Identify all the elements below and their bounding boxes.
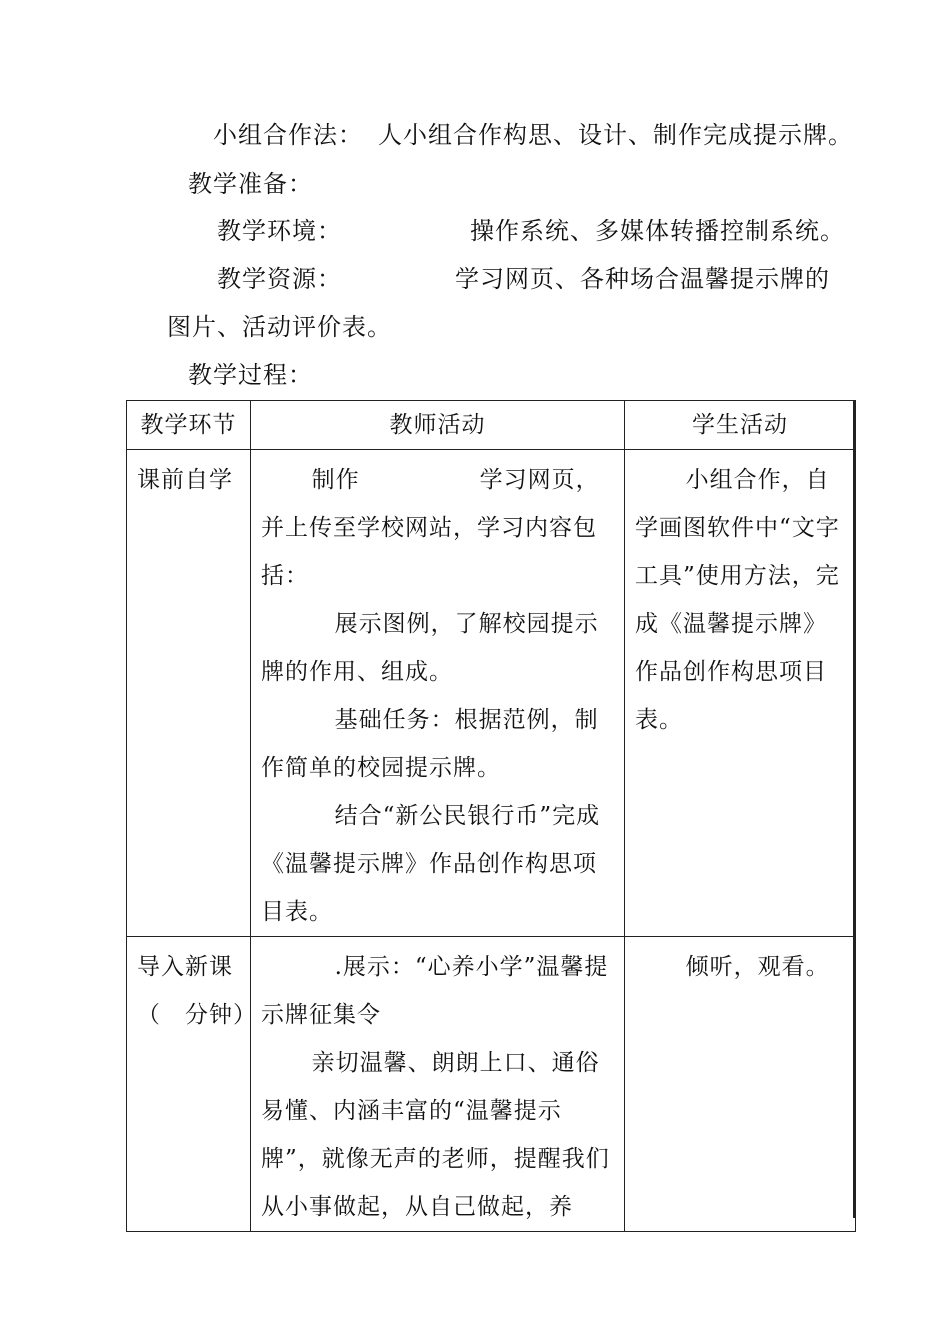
stage-text: 导入新课（ 分钟） xyxy=(137,954,257,1028)
group-method-text: 人小组合作构思、设计、制作完成提示牌。 xyxy=(378,121,853,149)
student-text: 小组合作，自学画图软件中“文字工具”使用方法，完成《温馨提示牌》作品创作构思项目表。 xyxy=(635,467,840,733)
prep-heading: 教学准备： xyxy=(188,170,313,198)
process-heading: 教学过程： xyxy=(188,361,313,389)
group-method-label: 小组合作法： xyxy=(213,121,363,149)
resources-label: 教学资源： xyxy=(217,265,342,293)
table-row xyxy=(127,450,856,937)
teacher-paragraph: 亲切温馨、朗朗上口、通俗易懂、内涵丰富的“温馨提示牌”，就像无声的老师，提醒我们从小事做起，从自己做起，养 xyxy=(261,1050,610,1220)
table-header-row xyxy=(127,401,856,450)
stage-cell xyxy=(127,450,251,937)
student-text: 倾听，观看。 xyxy=(685,954,830,980)
stage-text: 课前自学 xyxy=(137,467,233,493)
stage-cell xyxy=(127,937,257,1232)
resources-text-continued: 图片、活动评价表。 xyxy=(167,313,392,341)
teacher-paragraph: 制作 学习网页，并上传至学校网站，学习内容包括： xyxy=(261,467,600,589)
teaching-process-table xyxy=(126,400,856,1232)
environment-text: 操作系统、多媒体转播控制系统。 xyxy=(470,217,845,245)
resources-text: 学习网页、各种场合温馨提示牌的 xyxy=(455,265,830,293)
teacher-paragraph: .展示：“心养小学”温馨提示牌征集令 xyxy=(261,954,609,1028)
table-right-border xyxy=(853,400,855,1218)
teacher-paragraph: 展示图例，了解校园提示牌的作用、组成。 xyxy=(261,611,599,685)
environment-label: 教学环境： xyxy=(217,217,342,245)
header-teacher-activity: 教师活动 xyxy=(251,401,625,450)
student-activity-cell xyxy=(625,937,856,1232)
header-stage: 教学环节 xyxy=(127,401,251,450)
teacher-paragraph: 基础任务：根据范例，制作简单的校园提示牌。 xyxy=(261,707,599,781)
student-activity-cell xyxy=(625,450,856,937)
teacher-activity-cell xyxy=(251,937,625,1232)
table-row xyxy=(127,937,856,1232)
header-student-activity: 学生活动 xyxy=(625,401,856,450)
teacher-activity-cell xyxy=(251,450,625,937)
teacher-paragraph: 结合“新公民银行币”完成《温馨提示牌》作品创作构思项目表。 xyxy=(261,803,601,925)
